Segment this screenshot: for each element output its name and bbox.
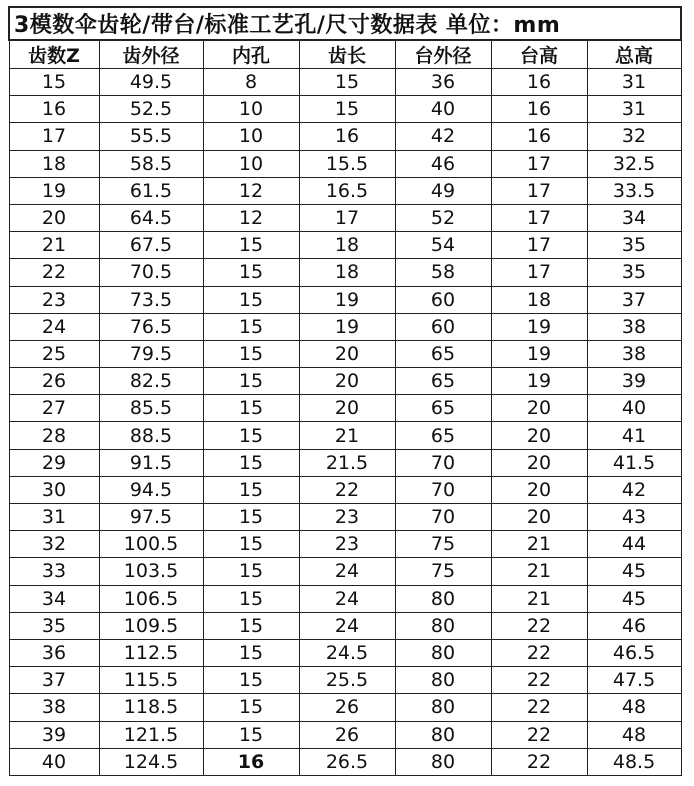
column-header: 台高 bbox=[491, 40, 587, 69]
table-cell: 80 bbox=[395, 667, 491, 694]
column-header: 齿数Z bbox=[9, 40, 99, 69]
table-cell: 31 bbox=[587, 96, 681, 123]
table-cell: 19 bbox=[491, 340, 587, 367]
table-cell: 80 bbox=[395, 748, 491, 775]
table-body bbox=[9, 69, 681, 776]
table-cell: 82.5 bbox=[99, 368, 203, 395]
table-cell: 73.5 bbox=[99, 286, 203, 313]
table-cell: 40 bbox=[587, 395, 681, 422]
table-cell: 85.5 bbox=[99, 395, 203, 422]
table-cell: 12 bbox=[203, 204, 299, 231]
table-cell: 16 bbox=[9, 96, 99, 123]
table-cell: 47.5 bbox=[587, 667, 681, 694]
table-cell: 36 bbox=[9, 639, 99, 666]
table-row bbox=[9, 531, 681, 558]
table-cell: 22 bbox=[491, 639, 587, 666]
table-cell: 17 bbox=[491, 204, 587, 231]
table-cell: 58 bbox=[395, 259, 491, 286]
table-cell: 15 bbox=[203, 368, 299, 395]
table-cell: 70 bbox=[395, 504, 491, 531]
table-cell: 15 bbox=[203, 340, 299, 367]
table-cell: 24 bbox=[299, 612, 395, 639]
table-cell: 30 bbox=[9, 476, 99, 503]
table-cell: 26.5 bbox=[299, 748, 395, 775]
table-cell: 25.5 bbox=[299, 667, 395, 694]
table-cell: 40 bbox=[395, 96, 491, 123]
table-row bbox=[9, 449, 681, 476]
table-cell: 41 bbox=[587, 422, 681, 449]
table-cell: 22 bbox=[491, 721, 587, 748]
column-header: 总高 bbox=[587, 40, 681, 69]
table-cell: 15 bbox=[203, 313, 299, 340]
column-header: 齿外径 bbox=[99, 40, 203, 69]
table-cell: 94.5 bbox=[99, 476, 203, 503]
table-cell: 23 bbox=[299, 531, 395, 558]
table-cell: 15 bbox=[203, 232, 299, 259]
table-cell: 23 bbox=[299, 504, 395, 531]
table-cell: 10 bbox=[203, 150, 299, 177]
table-cell: 88.5 bbox=[99, 422, 203, 449]
table-cell: 46.5 bbox=[587, 639, 681, 666]
table-cell: 80 bbox=[395, 694, 491, 721]
table-cell: 20 bbox=[299, 368, 395, 395]
table-cell: 45 bbox=[587, 558, 681, 585]
table-cell: 10 bbox=[203, 96, 299, 123]
table-cell: 24 bbox=[9, 313, 99, 340]
table-cell: 21 bbox=[9, 232, 99, 259]
table-cell: 17 bbox=[491, 232, 587, 259]
table-cell: 15 bbox=[9, 69, 99, 96]
table-cell: 34 bbox=[9, 585, 99, 612]
table-cell: 10 bbox=[203, 123, 299, 150]
table-cell: 22 bbox=[491, 748, 587, 775]
table-cell: 26 bbox=[299, 721, 395, 748]
table-cell: 24 bbox=[299, 558, 395, 585]
table-cell: 80 bbox=[395, 585, 491, 612]
table-cell: 22 bbox=[491, 612, 587, 639]
table-row bbox=[9, 558, 681, 585]
table-cell: 45 bbox=[587, 585, 681, 612]
table-cell: 31 bbox=[9, 504, 99, 531]
table-cell: 64.5 bbox=[99, 204, 203, 231]
table-cell: 16 bbox=[491, 96, 587, 123]
table-cell: 20 bbox=[299, 395, 395, 422]
table-row bbox=[9, 150, 681, 177]
table-cell: 15 bbox=[203, 395, 299, 422]
data-sheet bbox=[8, 6, 680, 776]
table-cell: 19 bbox=[491, 368, 587, 395]
table-cell: 28 bbox=[9, 422, 99, 449]
table-cell: 80 bbox=[395, 612, 491, 639]
table-cell: 21 bbox=[491, 531, 587, 558]
table-row bbox=[9, 667, 681, 694]
table-cell: 15 bbox=[203, 558, 299, 585]
table-cell: 15 bbox=[203, 476, 299, 503]
table-cell: 16 bbox=[203, 748, 299, 775]
table-cell: 38 bbox=[587, 313, 681, 340]
table-cell: 34 bbox=[587, 204, 681, 231]
table-cell: 65 bbox=[395, 368, 491, 395]
table-cell: 15 bbox=[299, 69, 395, 96]
table-cell: 20 bbox=[491, 422, 587, 449]
table-cell: 70.5 bbox=[99, 259, 203, 286]
table-cell: 15 bbox=[203, 612, 299, 639]
table-cell: 54 bbox=[395, 232, 491, 259]
table-cell: 27 bbox=[9, 395, 99, 422]
table-cell: 60 bbox=[395, 313, 491, 340]
table-cell: 36 bbox=[395, 69, 491, 96]
table-cell: 21.5 bbox=[299, 449, 395, 476]
table-cell: 65 bbox=[395, 422, 491, 449]
column-header: 内孔 bbox=[203, 40, 299, 69]
table-cell: 42 bbox=[587, 476, 681, 503]
table-cell: 48.5 bbox=[587, 748, 681, 775]
table-row bbox=[9, 694, 681, 721]
table-cell: 65 bbox=[395, 340, 491, 367]
table-cell: 15 bbox=[203, 639, 299, 666]
table-cell: 15 bbox=[203, 259, 299, 286]
table-cell: 24 bbox=[299, 585, 395, 612]
table-cell: 22 bbox=[491, 694, 587, 721]
table-cell: 22 bbox=[9, 259, 99, 286]
table-cell: 20 bbox=[491, 395, 587, 422]
table-cell: 38 bbox=[587, 340, 681, 367]
table-title: 3模数伞齿轮/带台/标准工艺孔/尺寸数据表 bbox=[14, 13, 438, 38]
table-cell: 17 bbox=[491, 150, 587, 177]
table-cell: 91.5 bbox=[99, 449, 203, 476]
table-cell: 65 bbox=[395, 395, 491, 422]
table-cell: 16 bbox=[491, 123, 587, 150]
table-cell: 15 bbox=[203, 721, 299, 748]
table-row bbox=[9, 177, 681, 204]
table-cell: 37 bbox=[587, 286, 681, 313]
table-cell: 15 bbox=[203, 585, 299, 612]
table-cell: 41.5 bbox=[587, 449, 681, 476]
column-header: 台外径 bbox=[395, 40, 491, 69]
table-row bbox=[9, 585, 681, 612]
table-cell: 26 bbox=[299, 694, 395, 721]
table-row bbox=[9, 96, 681, 123]
table-cell: 17 bbox=[491, 259, 587, 286]
table-cell: 20 bbox=[299, 340, 395, 367]
column-header: 齿长 bbox=[299, 40, 395, 69]
table-cell: 22 bbox=[299, 476, 395, 503]
table-row bbox=[9, 368, 681, 395]
table-cell: 19 bbox=[491, 313, 587, 340]
table-cell: 52 bbox=[395, 204, 491, 231]
table-cell: 15 bbox=[203, 504, 299, 531]
table-row bbox=[9, 259, 681, 286]
table-cell: 49.5 bbox=[99, 69, 203, 96]
table-row bbox=[9, 395, 681, 422]
table-cell: 46 bbox=[395, 150, 491, 177]
table-cell: 20 bbox=[491, 504, 587, 531]
table-cell: 25 bbox=[9, 340, 99, 367]
table-row bbox=[9, 748, 681, 775]
table-cell: 18 bbox=[9, 150, 99, 177]
table-cell: 15 bbox=[203, 422, 299, 449]
table-cell: 23 bbox=[9, 286, 99, 313]
table-cell: 15 bbox=[299, 96, 395, 123]
table-cell: 70 bbox=[395, 476, 491, 503]
table-cell: 15 bbox=[203, 531, 299, 558]
table-row bbox=[9, 69, 681, 96]
table-cell: 75 bbox=[395, 531, 491, 558]
table-cell: 15 bbox=[203, 667, 299, 694]
table-cell: 115.5 bbox=[99, 667, 203, 694]
table-cell: 39 bbox=[9, 721, 99, 748]
table-cell: 19 bbox=[299, 286, 395, 313]
table-cell: 61.5 bbox=[99, 177, 203, 204]
table-cell: 33 bbox=[9, 558, 99, 585]
table-cell: 12 bbox=[203, 177, 299, 204]
table-cell: 21 bbox=[491, 558, 587, 585]
table-cell: 55.5 bbox=[99, 123, 203, 150]
table-cell: 19 bbox=[9, 177, 99, 204]
table-cell: 35 bbox=[587, 259, 681, 286]
table-cell: 35 bbox=[587, 232, 681, 259]
table-cell: 76.5 bbox=[99, 313, 203, 340]
table-row bbox=[9, 422, 681, 449]
table-cell: 100.5 bbox=[99, 531, 203, 558]
title-row bbox=[9, 7, 681, 40]
table-row bbox=[9, 612, 681, 639]
table-cell: 112.5 bbox=[99, 639, 203, 666]
table-cell: 103.5 bbox=[99, 558, 203, 585]
table-cell: 21 bbox=[299, 422, 395, 449]
table-cell: 60 bbox=[395, 286, 491, 313]
table-cell: 48 bbox=[587, 694, 681, 721]
table-row bbox=[9, 340, 681, 367]
table-cell: 31 bbox=[587, 69, 681, 96]
table-cell: 20 bbox=[491, 476, 587, 503]
table-cell: 44 bbox=[587, 531, 681, 558]
table-cell: 24.5 bbox=[299, 639, 395, 666]
table-cell: 22 bbox=[491, 667, 587, 694]
table-cell: 15 bbox=[203, 286, 299, 313]
gear-dimension-table bbox=[8, 6, 682, 776]
table-cell: 118.5 bbox=[99, 694, 203, 721]
table-row bbox=[9, 476, 681, 503]
table-cell: 109.5 bbox=[99, 612, 203, 639]
table-cell: 40 bbox=[9, 748, 99, 775]
table-row bbox=[9, 204, 681, 231]
table-cell: 15 bbox=[203, 694, 299, 721]
table-cell: 15.5 bbox=[299, 150, 395, 177]
table-cell: 48 bbox=[587, 721, 681, 748]
table-cell: 17 bbox=[299, 204, 395, 231]
table-cell: 32 bbox=[9, 531, 99, 558]
table-cell: 79.5 bbox=[99, 340, 203, 367]
table-row bbox=[9, 504, 681, 531]
table-cell: 20 bbox=[491, 449, 587, 476]
table-cell: 32 bbox=[587, 123, 681, 150]
table-row bbox=[9, 286, 681, 313]
table-cell: 16.5 bbox=[299, 177, 395, 204]
table-cell: 26 bbox=[9, 368, 99, 395]
table-title-cell bbox=[9, 7, 681, 40]
table-cell: 16 bbox=[299, 123, 395, 150]
table-cell: 75 bbox=[395, 558, 491, 585]
table-cell: 121.5 bbox=[99, 721, 203, 748]
table-cell: 39 bbox=[587, 368, 681, 395]
table-cell: 52.5 bbox=[99, 96, 203, 123]
table-cell: 18 bbox=[491, 286, 587, 313]
table-cell: 18 bbox=[299, 259, 395, 286]
table-row bbox=[9, 232, 681, 259]
table-cell: 33.5 bbox=[587, 177, 681, 204]
table-cell: 80 bbox=[395, 639, 491, 666]
table-cell: 8 bbox=[203, 69, 299, 96]
table-cell: 43 bbox=[587, 504, 681, 531]
header-row bbox=[9, 40, 681, 69]
table-cell: 97.5 bbox=[99, 504, 203, 531]
table-cell: 16 bbox=[491, 69, 587, 96]
table-cell: 70 bbox=[395, 449, 491, 476]
table-cell: 29 bbox=[9, 449, 99, 476]
table-cell: 35 bbox=[9, 612, 99, 639]
table-cell: 124.5 bbox=[99, 748, 203, 775]
table-cell: 21 bbox=[491, 585, 587, 612]
unit-label: 单位：mm bbox=[445, 13, 561, 38]
table-row bbox=[9, 639, 681, 666]
table-row bbox=[9, 123, 681, 150]
table-cell: 42 bbox=[395, 123, 491, 150]
table-cell: 38 bbox=[9, 694, 99, 721]
table-cell: 106.5 bbox=[99, 585, 203, 612]
table-cell: 20 bbox=[9, 204, 99, 231]
table-cell: 67.5 bbox=[99, 232, 203, 259]
table-row bbox=[9, 721, 681, 748]
table-cell: 49 bbox=[395, 177, 491, 204]
table-row bbox=[9, 313, 681, 340]
table-cell: 46 bbox=[587, 612, 681, 639]
table-cell: 17 bbox=[9, 123, 99, 150]
table-cell: 58.5 bbox=[99, 150, 203, 177]
table-cell: 17 bbox=[491, 177, 587, 204]
table-cell: 37 bbox=[9, 667, 99, 694]
table-cell: 18 bbox=[299, 232, 395, 259]
table-cell: 15 bbox=[203, 449, 299, 476]
table-cell: 32.5 bbox=[587, 150, 681, 177]
table-cell: 80 bbox=[395, 721, 491, 748]
table-cell: 19 bbox=[299, 313, 395, 340]
